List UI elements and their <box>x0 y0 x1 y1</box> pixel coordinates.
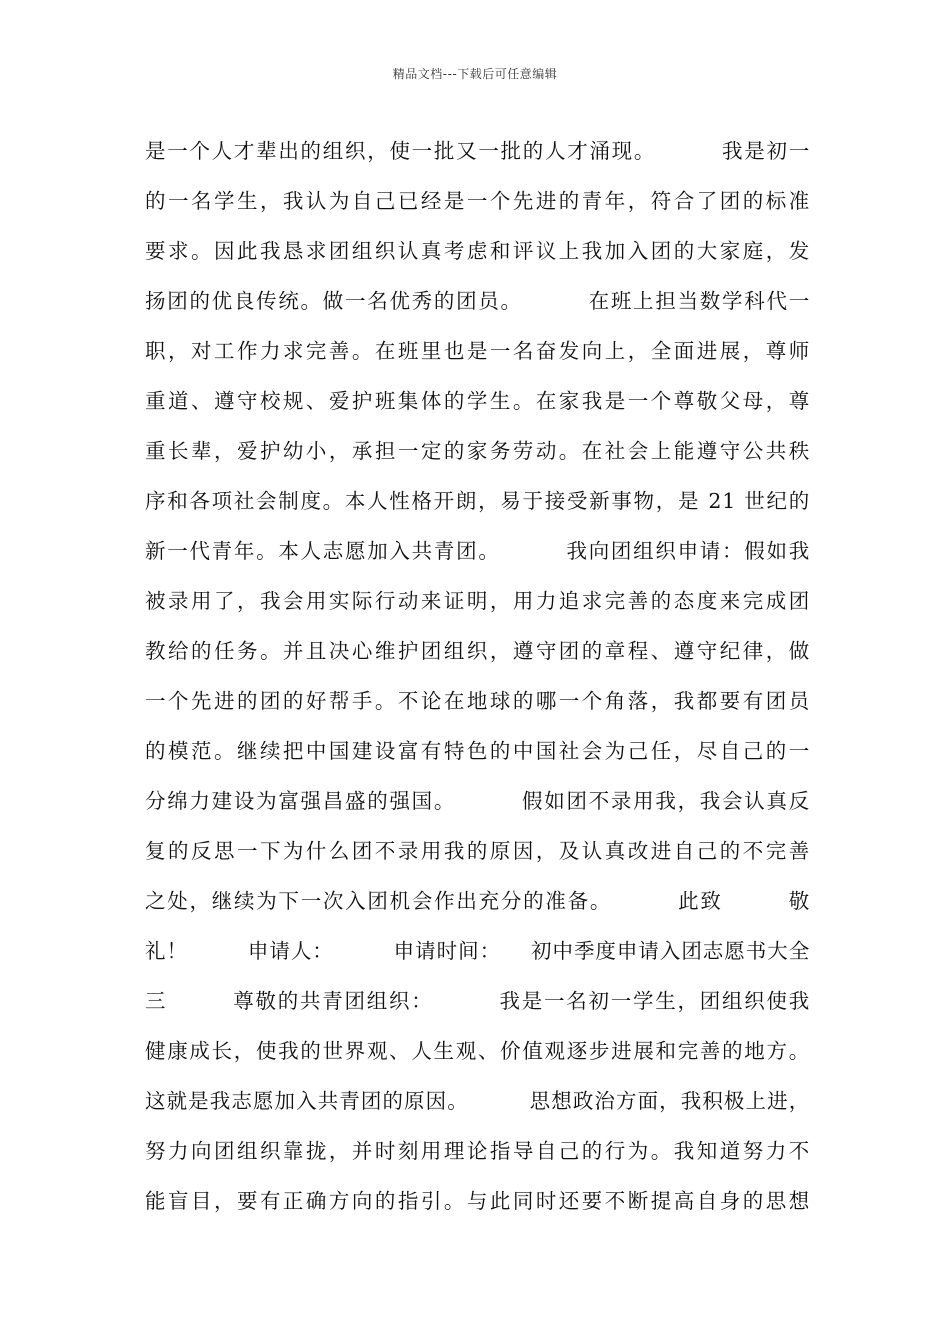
text-line: 要求。因此我恳求团组织认真考虑和评议上我加入团的大家庭，发 <box>145 239 810 263</box>
text-line: 能盲目，要有正确方向的指引。与此同时还要不断提高自身的思想 <box>145 1189 810 1213</box>
text-line: 扬团的优良传统。做一名优秀的团员。 在班上担当数学科代一 <box>145 289 810 313</box>
text-line: 职，对工作力求完善。在班里也是一名奋发向上，全面进展，尊师 <box>145 339 810 363</box>
text-line: 教给的任务。并且决心维护团组织，遵守团的章程、遵守纪律，做 <box>145 639 810 663</box>
text-line: 被录用了，我会用实际行动来证明，用力追求完善的态度来完成团 <box>145 589 810 613</box>
text-line: 三 尊敬的共青团组织： 我是一名初一学生，团组织使我 <box>145 989 810 1013</box>
text-line: 之处，继续为下一次入团机会作出充分的准备。 此致 敬 <box>145 889 810 913</box>
text-line: 这就是我志愿加入共青团的原因。 思想政治方面，我积极上进， <box>145 1089 810 1113</box>
text-line: 的一名学生，我认为自己已经是一个先进的青年，符合了团的标准 <box>145 189 810 213</box>
text-line: 序和各项社会制度。本人性格开朗，易于接受新事物，是 21 世纪的 <box>145 489 810 513</box>
page-header: 精品文档---下载后可任意编辑 <box>392 67 558 81</box>
document-body <box>145 126 810 1226</box>
text-line: 新一代青年。本人志愿加入共青团。 我向团组织申请：假如我 <box>145 539 810 563</box>
text-line: 重道、遵守校规、爱护班集体的学生。在家我是一个尊敬父母，尊 <box>145 389 810 413</box>
text-line: 复的反思一下为什么团不录用我的原因，及认真改进自己的不完善 <box>145 839 810 863</box>
text-line: 是一个人才辈出的组织，使一批又一批的人才涌现。 我是初一 <box>145 139 810 163</box>
text-line: 努力向团组织靠拢，并时刻用理论指导自己的行为。我知道努力不 <box>145 1139 810 1163</box>
text-line: 健康成长，使我的世界观、人生观、价值观逐步进展和完善的地方。 <box>145 1039 810 1063</box>
text-line: 重长辈，爱护幼小，承担一定的家务劳动。在社会上能遵守公共秩 <box>145 439 810 463</box>
text-line: 礼！ 申请人： 申请时间： 初中季度申请入团志愿书大全 <box>145 939 810 963</box>
text-line: 分绵力建设为富强昌盛的强国。 假如团不录用我，我会认真反 <box>145 789 810 813</box>
text-line: 一个先进的团的好帮手。不论在地球的哪一个角落，我都要有团员 <box>145 689 810 713</box>
text-line: 的模范。继续把中国建设富有特色的中国社会为己任，尽自己的一 <box>145 739 810 763</box>
